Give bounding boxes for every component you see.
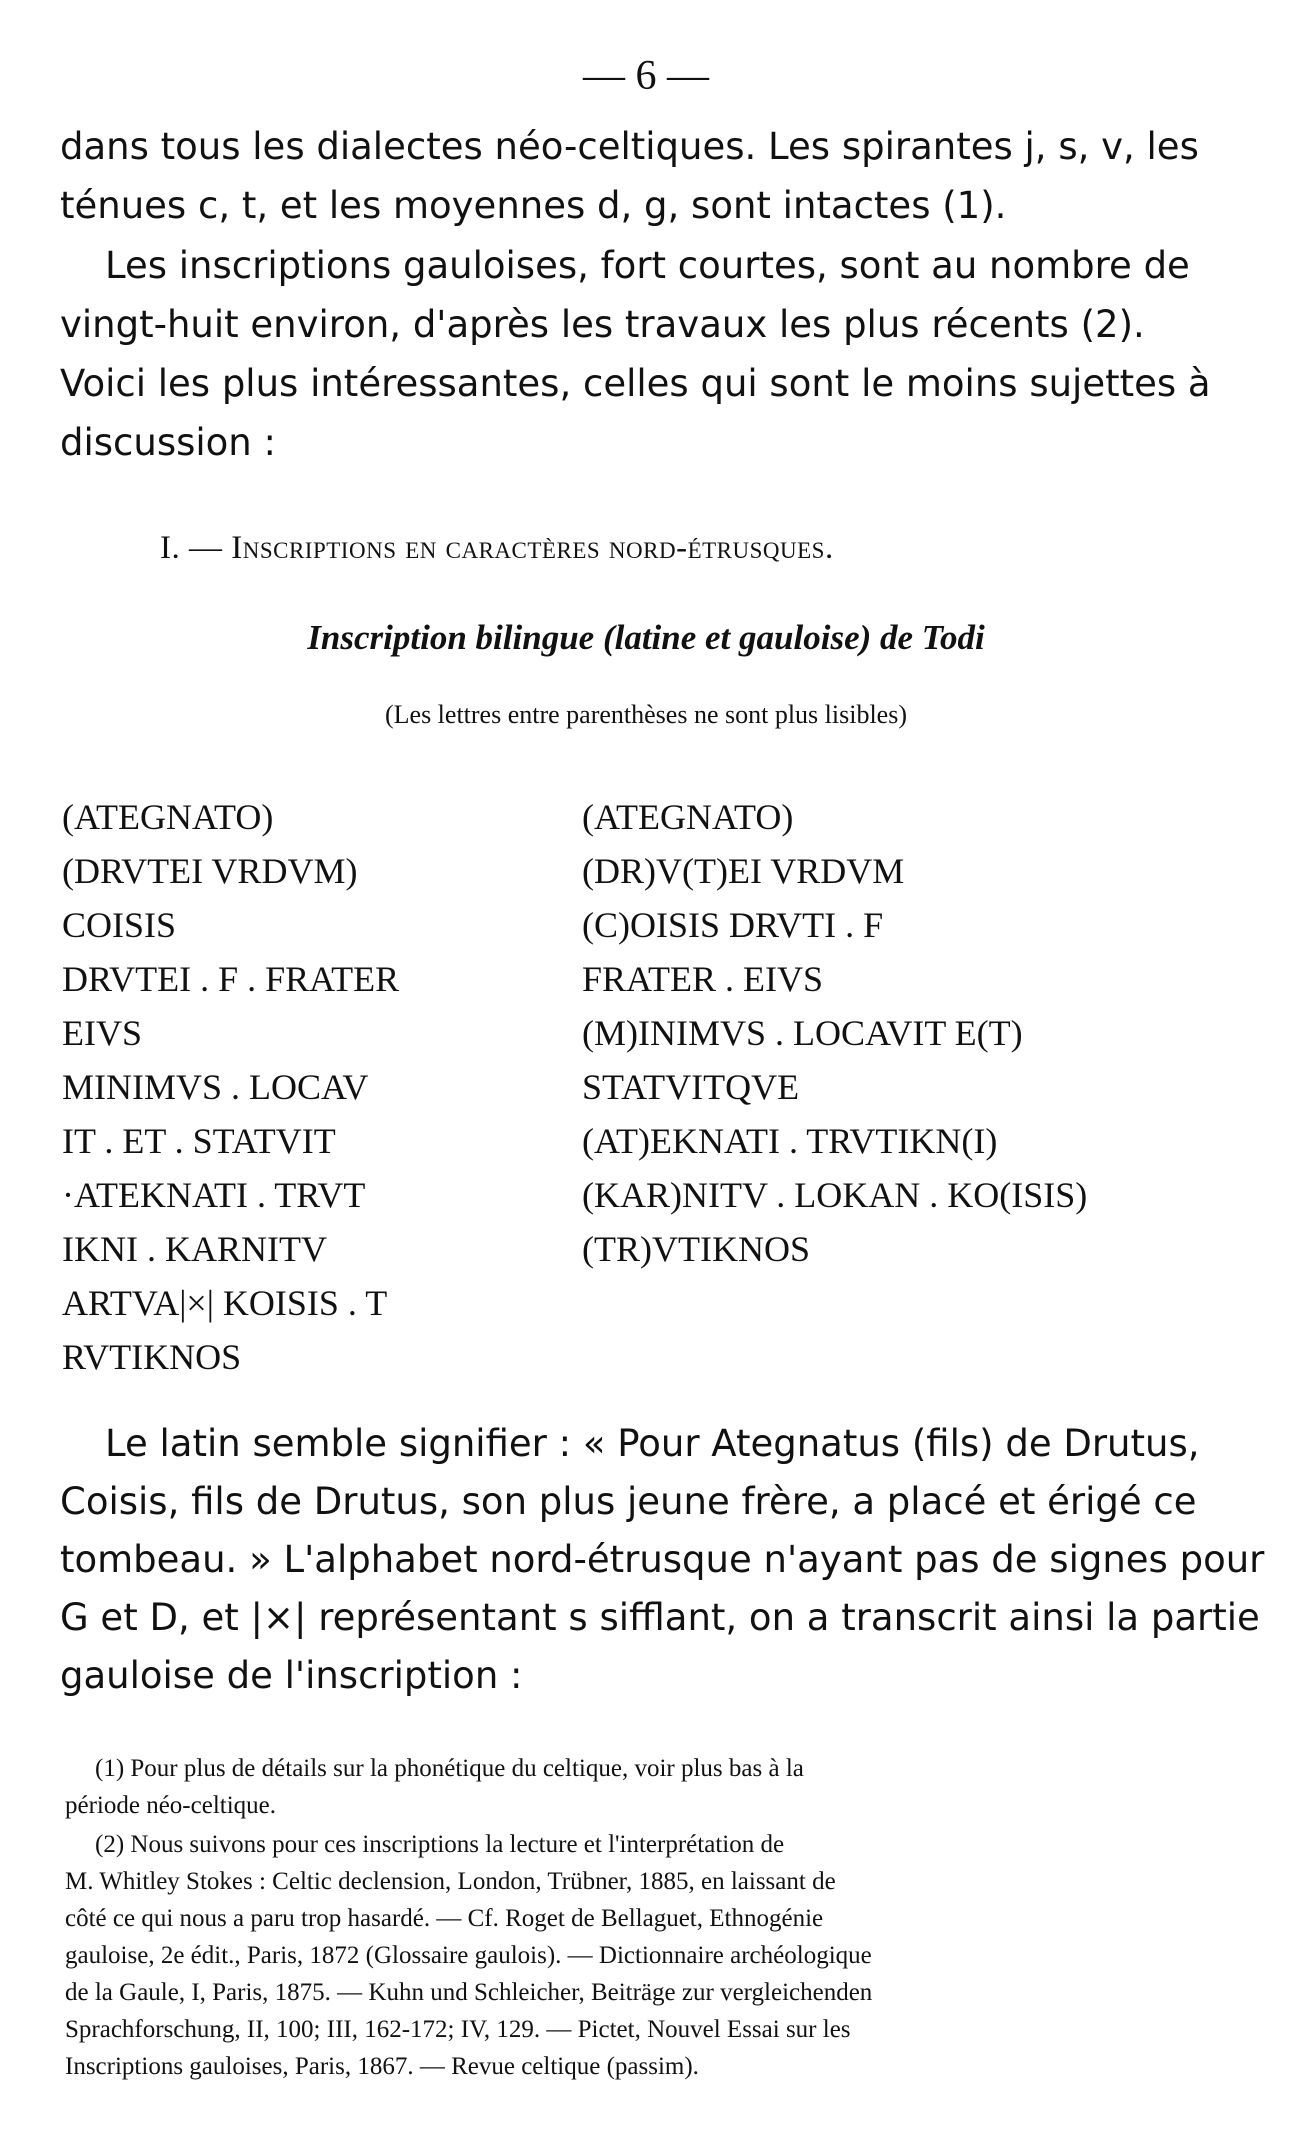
inscription-line: (DRVTEI VRDVM) xyxy=(62,851,358,891)
footnote-line: Inscriptions gauloises, Paris, 1867. — Revue celtique (passim). xyxy=(65,2053,699,2080)
text-line: vingt-huit environ, d'après les travaux les plus récents (2). xyxy=(60,303,1145,346)
text-line: discussion : xyxy=(60,421,276,464)
inscription-line: FRATER . EIVS xyxy=(582,959,824,999)
footnote-2 xyxy=(65,1826,1242,2085)
text-line: gauloise de l'inscription : xyxy=(60,1654,523,1697)
text-line: Les inscriptions gauloises, fort courtes, sont au nombre de xyxy=(105,244,1190,287)
text-line: G et D, et |×| représentant s sifflant, on a transcrit ainsi la partie xyxy=(60,1596,1260,1639)
translation-paragraph xyxy=(60,1415,1265,1705)
footnote-line: (1) Pour plus de détails sur la phonétique du celtique, voir plus bas à la xyxy=(95,1755,804,1782)
text-line: tombeau. » L'alphabet nord-étrusque n'ayant pas de signes pour xyxy=(60,1538,1265,1581)
latin-inscription-column xyxy=(62,790,399,1384)
inscription-line: IKNI . KARNITV xyxy=(62,1229,327,1269)
inscription-line: EIVS xyxy=(62,1013,142,1053)
inscription-line: (DR)V(T)EI VRDVM xyxy=(582,851,905,891)
footnote-line: période néo-celtique. xyxy=(65,1792,277,1819)
inscription-line: (AT)EKNATI . TRVTIKN(I) xyxy=(582,1121,998,1161)
footnote-line: (2) Nous suivons pour ces inscriptions la lecture et l'interprétation de xyxy=(95,1831,785,1858)
section-heading: I. — Inscriptions en caractères nord-étrusques. xyxy=(160,530,834,566)
inscription-line: (C)OISIS DRVTI . F xyxy=(582,905,884,945)
text-line: Le latin semble signifier : « Pour Ategnatus (fils) de Drutus, xyxy=(105,1422,1200,1465)
inscription-line: (ATEGNATO) xyxy=(582,797,794,837)
text-line: dans tous les dialectes néo-celtiques. Les spirantes j, s, v, les xyxy=(60,125,1199,168)
text-line: Voici les plus intéressantes, celles qui sont le moins sujettes à xyxy=(60,362,1211,405)
inscription-line: ARTVA|×| KOISIS . T xyxy=(62,1283,388,1323)
text-line: Coisis, fils de Drutus, son plus jeune frère, a placé et érigé ce xyxy=(60,1480,1197,1523)
inscription-line: IT . ET . STATVIT xyxy=(62,1121,336,1161)
footnote-line: M. Whitley Stokes : Celtic declension, London, Trübner, 1885, en laissant de xyxy=(65,1868,836,1895)
inscriptions-paragraph xyxy=(60,236,1235,472)
inscription-line: (TR)VTIKNOS xyxy=(582,1229,810,1269)
inscription-line: DRVTEI . F . FRATER xyxy=(62,959,400,999)
inscription-title: Inscription bilingue (latine et gauloise) de Todi xyxy=(307,618,985,657)
inscription-line: (KAR)NITV . LOKAN . KO(ISIS) xyxy=(582,1175,1088,1215)
inscription-line: MINIMVS . LOCAV xyxy=(62,1067,369,1107)
inscription-note: (Les lettres entre parenthèses ne sont plus lisibles) xyxy=(384,700,908,729)
footnote-line: Sprachforschung, II, 100; III, 162-172; IV, 129. — Pictet, Nouvel Essai sur les xyxy=(65,2016,851,2043)
inscription-line: ·ATEKNATI . TRVT xyxy=(62,1175,366,1215)
gaulish-inscription-column xyxy=(582,790,1087,1276)
footnote-line: de la Gaule, I, Paris, 1875. — Kuhn und Schleicher, Beiträge zur vergleichenden xyxy=(65,1979,873,2006)
inscription-line: COISIS xyxy=(62,905,177,945)
inscription-line: RVTIKNOS xyxy=(62,1337,242,1377)
footnote-line: côté ce qui nous a paru trop hasardé. — Cf. Roget de Bellaguet, Ethnogénie xyxy=(65,1905,824,1932)
inscription-line: (M)INIMVS . LOCAVIT E(T) xyxy=(582,1013,1023,1053)
intro-paragraph xyxy=(60,117,1235,235)
footnote-1 xyxy=(65,1750,1242,1824)
inscription-line: STATVITQVE xyxy=(582,1067,800,1107)
page-number: — 6 — xyxy=(583,53,709,99)
text-line: ténues c, t, et les moyennes d, g, sont intactes (1). xyxy=(60,184,1007,227)
footnote-line: gauloise, 2e édit., Paris, 1872 (Glossaire gaulois). — Dictionnaire archéologique xyxy=(65,1942,872,1969)
inscription-line: (ATEGNATO) xyxy=(62,797,274,837)
